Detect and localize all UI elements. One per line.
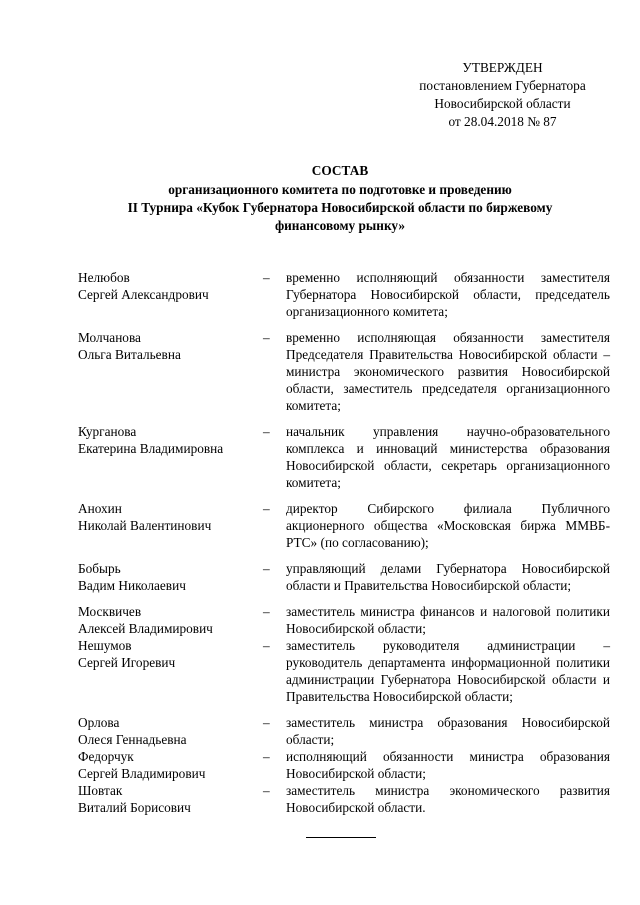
member-position: заместитель министра экономического развития Новосибирской области. [286,783,610,815]
member-row [78,603,610,637]
member-row [78,329,610,414]
member-dash: – [263,783,270,798]
member-surname: Федорчук [78,749,134,764]
member-dash: – [263,330,270,345]
committee-member-list [78,269,610,816]
member-given-names: Олеся Геннадьевна [78,732,187,747]
member-row [78,714,610,748]
member-name [78,560,263,594]
member-dash: – [263,604,270,619]
member-position: директор Сибирского филиала Публичного акционерного общества «Московская биржа ММВБ-РТС» (по согласованию); [286,501,610,550]
member-surname: Молчанова [78,330,141,345]
member-position: исполняющий обязанности министра образования Новосибирской области; [286,749,610,781]
member-name [78,748,263,782]
member-position: заместитель министра образования Новосибирской области; [286,715,610,747]
member-row [78,560,610,594]
member-surname: Курганова [78,424,137,439]
member-row [78,423,610,491]
member-given-names: Екатерина Владимировна [78,441,224,456]
member-surname: Бобырь [78,561,121,576]
member-name [78,269,263,320]
member-name [78,500,263,551]
member-row [78,748,610,782]
member-surname: Москвичев [78,604,142,619]
member-position: управляющий делами Губернатора Новосибирской области и Правительства Новосибирской области; [286,561,610,593]
member-position: временно исполняющий обязанности заместителя Губернатора Новосибирской области, председатель организационного комитета; [286,270,610,319]
member-given-names: Виталий Борисович [78,800,191,815]
member-row [78,500,610,551]
member-dash: – [263,715,270,730]
member-name [78,782,263,816]
approval-date-number: от 28.04.2018 № 87 [448,114,557,129]
member-name [78,329,263,414]
member-given-names: Николай Валентинович [78,518,212,533]
title-line-3: II Турнира «Кубок Губернатора Новосибирской области по биржевому [127,200,553,215]
member-surname: Орлова [78,715,120,730]
member-dash: – [263,638,270,653]
member-given-names: Сергей Александрович [78,287,209,302]
title-line-2: организационного комитета по подготовке и проведению [168,182,512,197]
approval-decree: постановлением Губернатора [419,78,586,93]
member-dash: – [263,270,270,285]
member-position: временно исполняющая обязанности заместителя Председателя Правительства Новосибирской области – министра экономического развития Новосибирской области, заместитель председателя организационного комитета; [286,330,610,413]
member-surname: Анохин [78,501,122,516]
member-dash: – [263,561,270,576]
member-row [78,782,610,816]
end-of-document-rule [306,837,376,838]
member-given-names: Ольга Витальевна [78,347,181,362]
member-position: заместитель руководителя администрации – руководитель департамента информационной политики администрации Губернатора Новосибирской области и Правительства Новосибирской области; [286,638,610,704]
title-main: СОСТАВ [311,163,369,178]
approval-stamp [395,59,610,131]
member-surname: Нешумов [78,638,132,653]
member-surname: Нелюбов [78,270,130,285]
member-name [78,637,263,705]
approval-region: Новосибирской области [434,96,571,111]
member-given-names: Сергей Владимирович [78,766,206,781]
member-name [78,603,263,637]
title-line-4: финансовому рынку» [274,218,406,233]
member-dash: – [263,749,270,764]
member-given-names: Алексей Владимирович [78,621,213,636]
member-name [78,714,263,748]
member-given-names: Сергей Игоревич [78,655,176,670]
member-row [78,269,610,320]
member-position: заместитель министра финансов и налоговой политики Новосибирской области; [286,604,610,636]
approval-heading: УТВЕРЖДЕН [462,60,543,75]
member-row [78,637,610,705]
member-dash: – [263,501,270,516]
member-name [78,423,263,491]
document-title [60,162,620,235]
member-dash: – [263,424,270,439]
member-position: начальник управления научно-образовательного комплекса и инноваций министерства образования Новосибирской области, секретарь организационного комитета; [286,424,610,490]
member-surname: Шовтак [78,783,123,798]
member-given-names: Вадим Николаевич [78,578,186,593]
